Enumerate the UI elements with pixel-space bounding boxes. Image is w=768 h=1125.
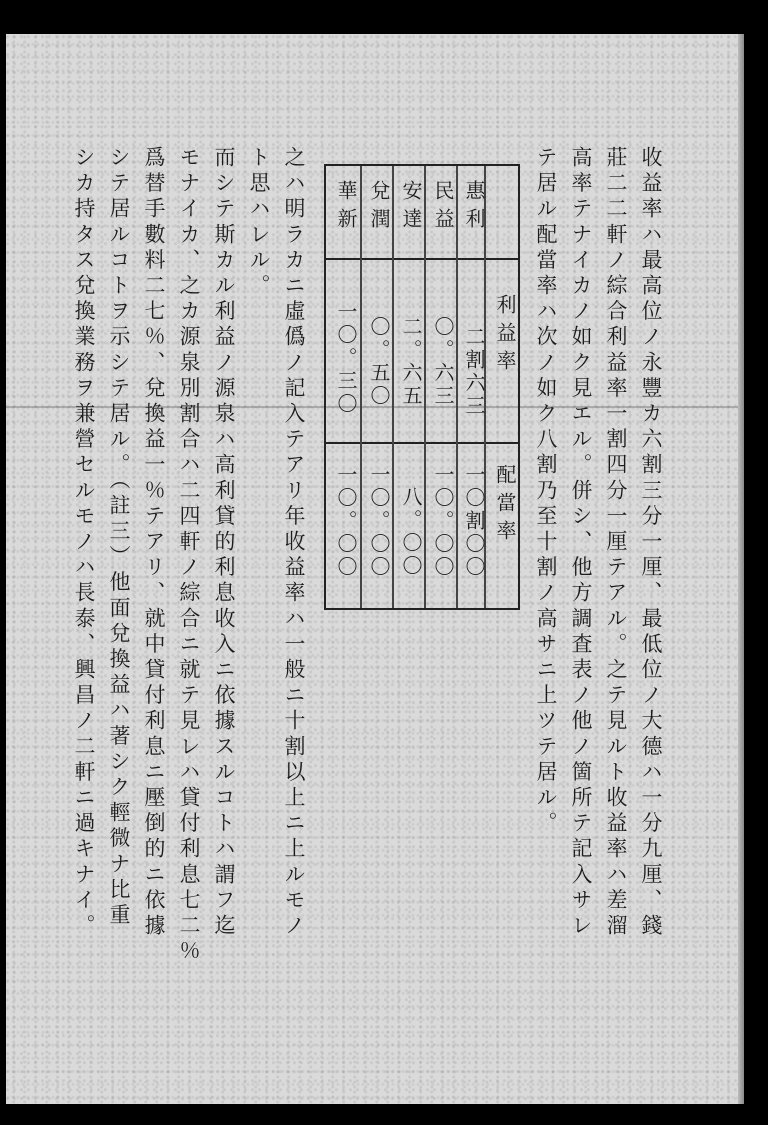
text-column: 莊二二軒ノ綜合利益率一割四分一厘テアル。之テ見ルト收益率ハ差溜 [604, 146, 628, 940]
text-column: ト思ハレル。 [247, 146, 271, 300]
table-row-name: 華新 [334, 180, 358, 236]
table-row-name: 民益 [431, 180, 455, 236]
text-column: モナイカ、之カ源泉別割合ハ二四軒ノ綜合ニ就テ見レハ貸付利息七二％ [177, 146, 201, 966]
table-row-name: 兌潤 [367, 180, 391, 236]
table-header-dividend: 配當率 [493, 464, 517, 548]
page-edge [738, 34, 744, 1104]
table-cell-profit: 二割六三 [462, 326, 486, 418]
text-column: 之ハ明ラカニ虛僞ノ記入テアリ年收益率ハ一般ニ十割以上ニ上ルモノ [282, 146, 306, 940]
table-cell-profit: 〇。五〇 [367, 316, 391, 408]
table-cell-dividend: 一〇割〇〇 [462, 464, 486, 579]
table-header-profit: 利益率 [493, 294, 517, 378]
text-column: シカ持タス兌換業務ヲ兼營セルモノハ長泰、興昌ノ二軒ニ過キナイ。 [72, 146, 96, 940]
table-cell-profit: 二。六五 [399, 316, 423, 408]
table-cell-profit: 〇。六三 [431, 316, 455, 408]
table-row-name: 安達 [399, 180, 423, 236]
table-cell-dividend: 八。〇〇 [399, 486, 423, 578]
text-column: シテ居ルコトヲ示シテ居ル。（註三）他面兌換益ハ著シク輕微ナ比重 [107, 146, 131, 930]
table-cell-dividend: 一〇。〇〇 [367, 464, 391, 579]
text-column: 收益率ハ最高位ノ永豐カ六割三分一厘、最低位ノ大德ハ一分九厘、錢 [639, 146, 663, 940]
text-column: テ居ル配當率ハ次ノ如ク八割乃至十割ノ高サニ上ツテ居ル。 [534, 146, 558, 838]
text-column: 高率テナイカノ如ク見エル。併シ、他方調査表ノ他ノ箇所テ記入サレ [569, 146, 593, 940]
text-column: 爲替手數料二七％、兌換益一％テアリ、就中貸付利息ニ壓倒的ニ依據 [142, 146, 166, 940]
profit-dividend-table [324, 164, 520, 610]
table-cell-profit: 一〇。三〇 [334, 301, 358, 416]
table-cell-dividend: 一〇。〇〇 [431, 464, 455, 579]
table-cell-dividend: 一〇。〇〇 [334, 464, 358, 579]
table-row-name: 惠利 [462, 180, 486, 236]
text-column: 而シテ斯カル利益ノ源泉ハ高利貸的利息收入ニ依據スルコトハ謂フ迄 [212, 146, 236, 940]
book-page [6, 34, 744, 1104]
